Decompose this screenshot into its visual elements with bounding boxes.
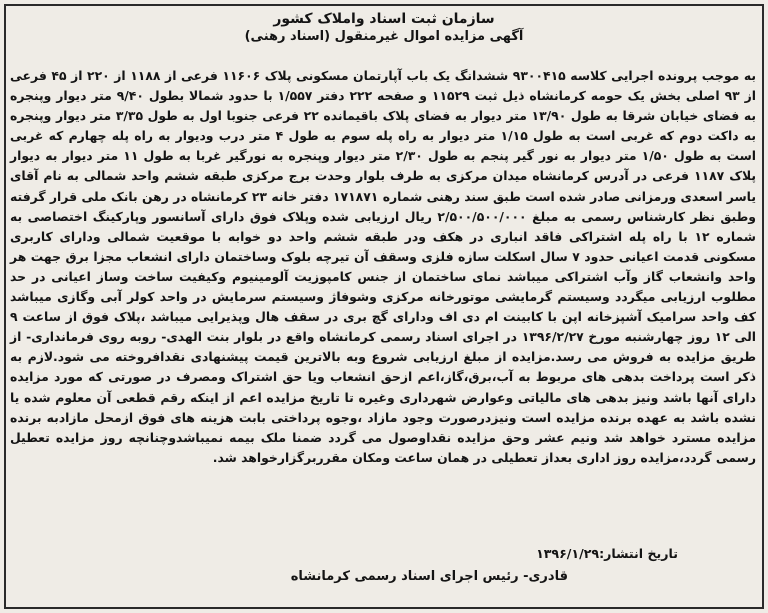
notice-body-text: به موجب پرونده اجرایی کلاسه ۹۳۰۰۴۱۵ ششدانگ یک باب آپارتمان مسکونی پلاک ۱۱۶۰۶ فرعی از ۱۱۸۸ از ۲۲۰ از ۴۵ فرعی از ۹۳ اصلی بخش یک حومه کرمانشاه ذیل ثبت ۱۱۵۲۹ و صفحه ۲۲۲ دفتر ۱/۵۵۷ با حدود شمالا بطول ۹/۴۰ متر دیوار وپنجره به فضای خیابان شرقا به طول ۱۳/۹۰ متر دیوار به فضای پلاک باقیمانده ۲۲ فرعی جنوبا اول به طول ۳/۳۵ متر دیوار وپنجره به داکت دوم که غربی است به طول ۱/۱۵ متر دیوار به راه پله سوم به طول ۴ متر درب ودیوار به راه پله چهارم که غربی است به طول ۱/۵۰ متر دیوار به نور گیر پنجم به طول ۲/۳۰ متر دیوار وپنجره به نورگیر غربا به طول ۱۱ متر دیوار به دیوار پلاک ۱۱۸۷ فرعی در آدرس کرمانشاه میدان مرکزی به طرف بلوار وحدت برج مرکزی طبقه ششم واحد شمالی به نام آقای یاسر اسعدی ورمزانی صادر شده است طبق سند رهنی شماره ۱۷۱۸۷۱ دفتر خانه ۲۳ کرمانشاه در رهن بانک ملی قرار گرفته وطبق نظر کارشناس رسمی به مبلغ ۲/۵۰۰/۵۰۰/۰۰۰ ریال ارزیابی شده وپلاک فوق دارای آسانسور وپارکینگ اختصاصی به شماره ۱۲ با راه پله اشتراکی فاقد انباری در هکف ودر طبقه ششم واحد دو خوابه با موقعیت شمالی ودارای کاربری مسکونی قدمت اعیانی حدود ۷ سال اسکلت سازه فلزی وسقف آن تیرچه بلوک وساختمان دارای انشعاب مجزا برق جهت هر واحد وانشعاب گاز وآب اشتراکی میباشد نمای ساختمان از جنس کامپوزیت آلومینیوم وکیفیت ساخت وساز اعیانی در حد مطلوب ارزیابی میگردد وسیستم گرمایشی موتورخانه مرکزی وشوفاژ وسیستم سرمایش در واحد کولر آبی وگازی میباشد کف واحد سرامیک آشپزخانه اپن با کابینت ام دی اف ودارای گچ بری در سقف هال وپذیرایی میباشد ،پلاک فوق از ساعت ۹ الی ۱۲ روز چهارشنبه مورخ ۱۳۹۶/۲/۲۷ در اجرای اسناد رسمی کرمانشاه واقع در بلوار بنت الهدی- روبه روی فرمانداری- از طریق مزایده به فروش می رسد.مزایده از مبلغ ارزیابی شروع وبه بالاترین قیمت پیشنهادی نقدافروخته می شود.لازم به ذکر است پرداخت بدهی های مربوط به آب،برق،گاز،اعم ازحق انشعاب ویا حق اشتراک ومصرف در صورتی که مورد مزایده دارای آنها باشد ونیز بدهی های مالیاتی وعوارض شهرداری وغیره تا تاریخ مزایده اعم از اینکه رقم قطعی آن معلوم شده یا نشده باشد به عهده برنده مزایده است ونیزدرصورت وجود مازاد ،وجوه پرداختی بابت هزینه های فوق ازمحل مازادبه برنده مزایده مسترد خواهد شد ونیم عشر وحق مزایده نقداوصول می گردد ضمنا ملک بیمه نمیباشدوچنانچه روز مزایده تعطیل رسمی گردد،مزایده روز اداری بعداز تعطیلی در همان ساعت ومکان مقرربرگزارخواهد شد. xyxy=(10,68,757,465)
notice-title: آگهی مزایده اموال غیرمنقول (اسناد رهنی) xyxy=(244,29,524,44)
notice-header xyxy=(0,10,768,45)
organization-title: سازمان ثبت اسناد واملاک کشور xyxy=(273,11,495,27)
signature: قادری- رئیس اجرای اسناد رسمی کرمانشاه xyxy=(290,569,568,584)
notice-body xyxy=(10,66,756,468)
publication-date: تاریخ انتشار:۱۳۹۶/۱/۲۹ xyxy=(536,546,678,561)
